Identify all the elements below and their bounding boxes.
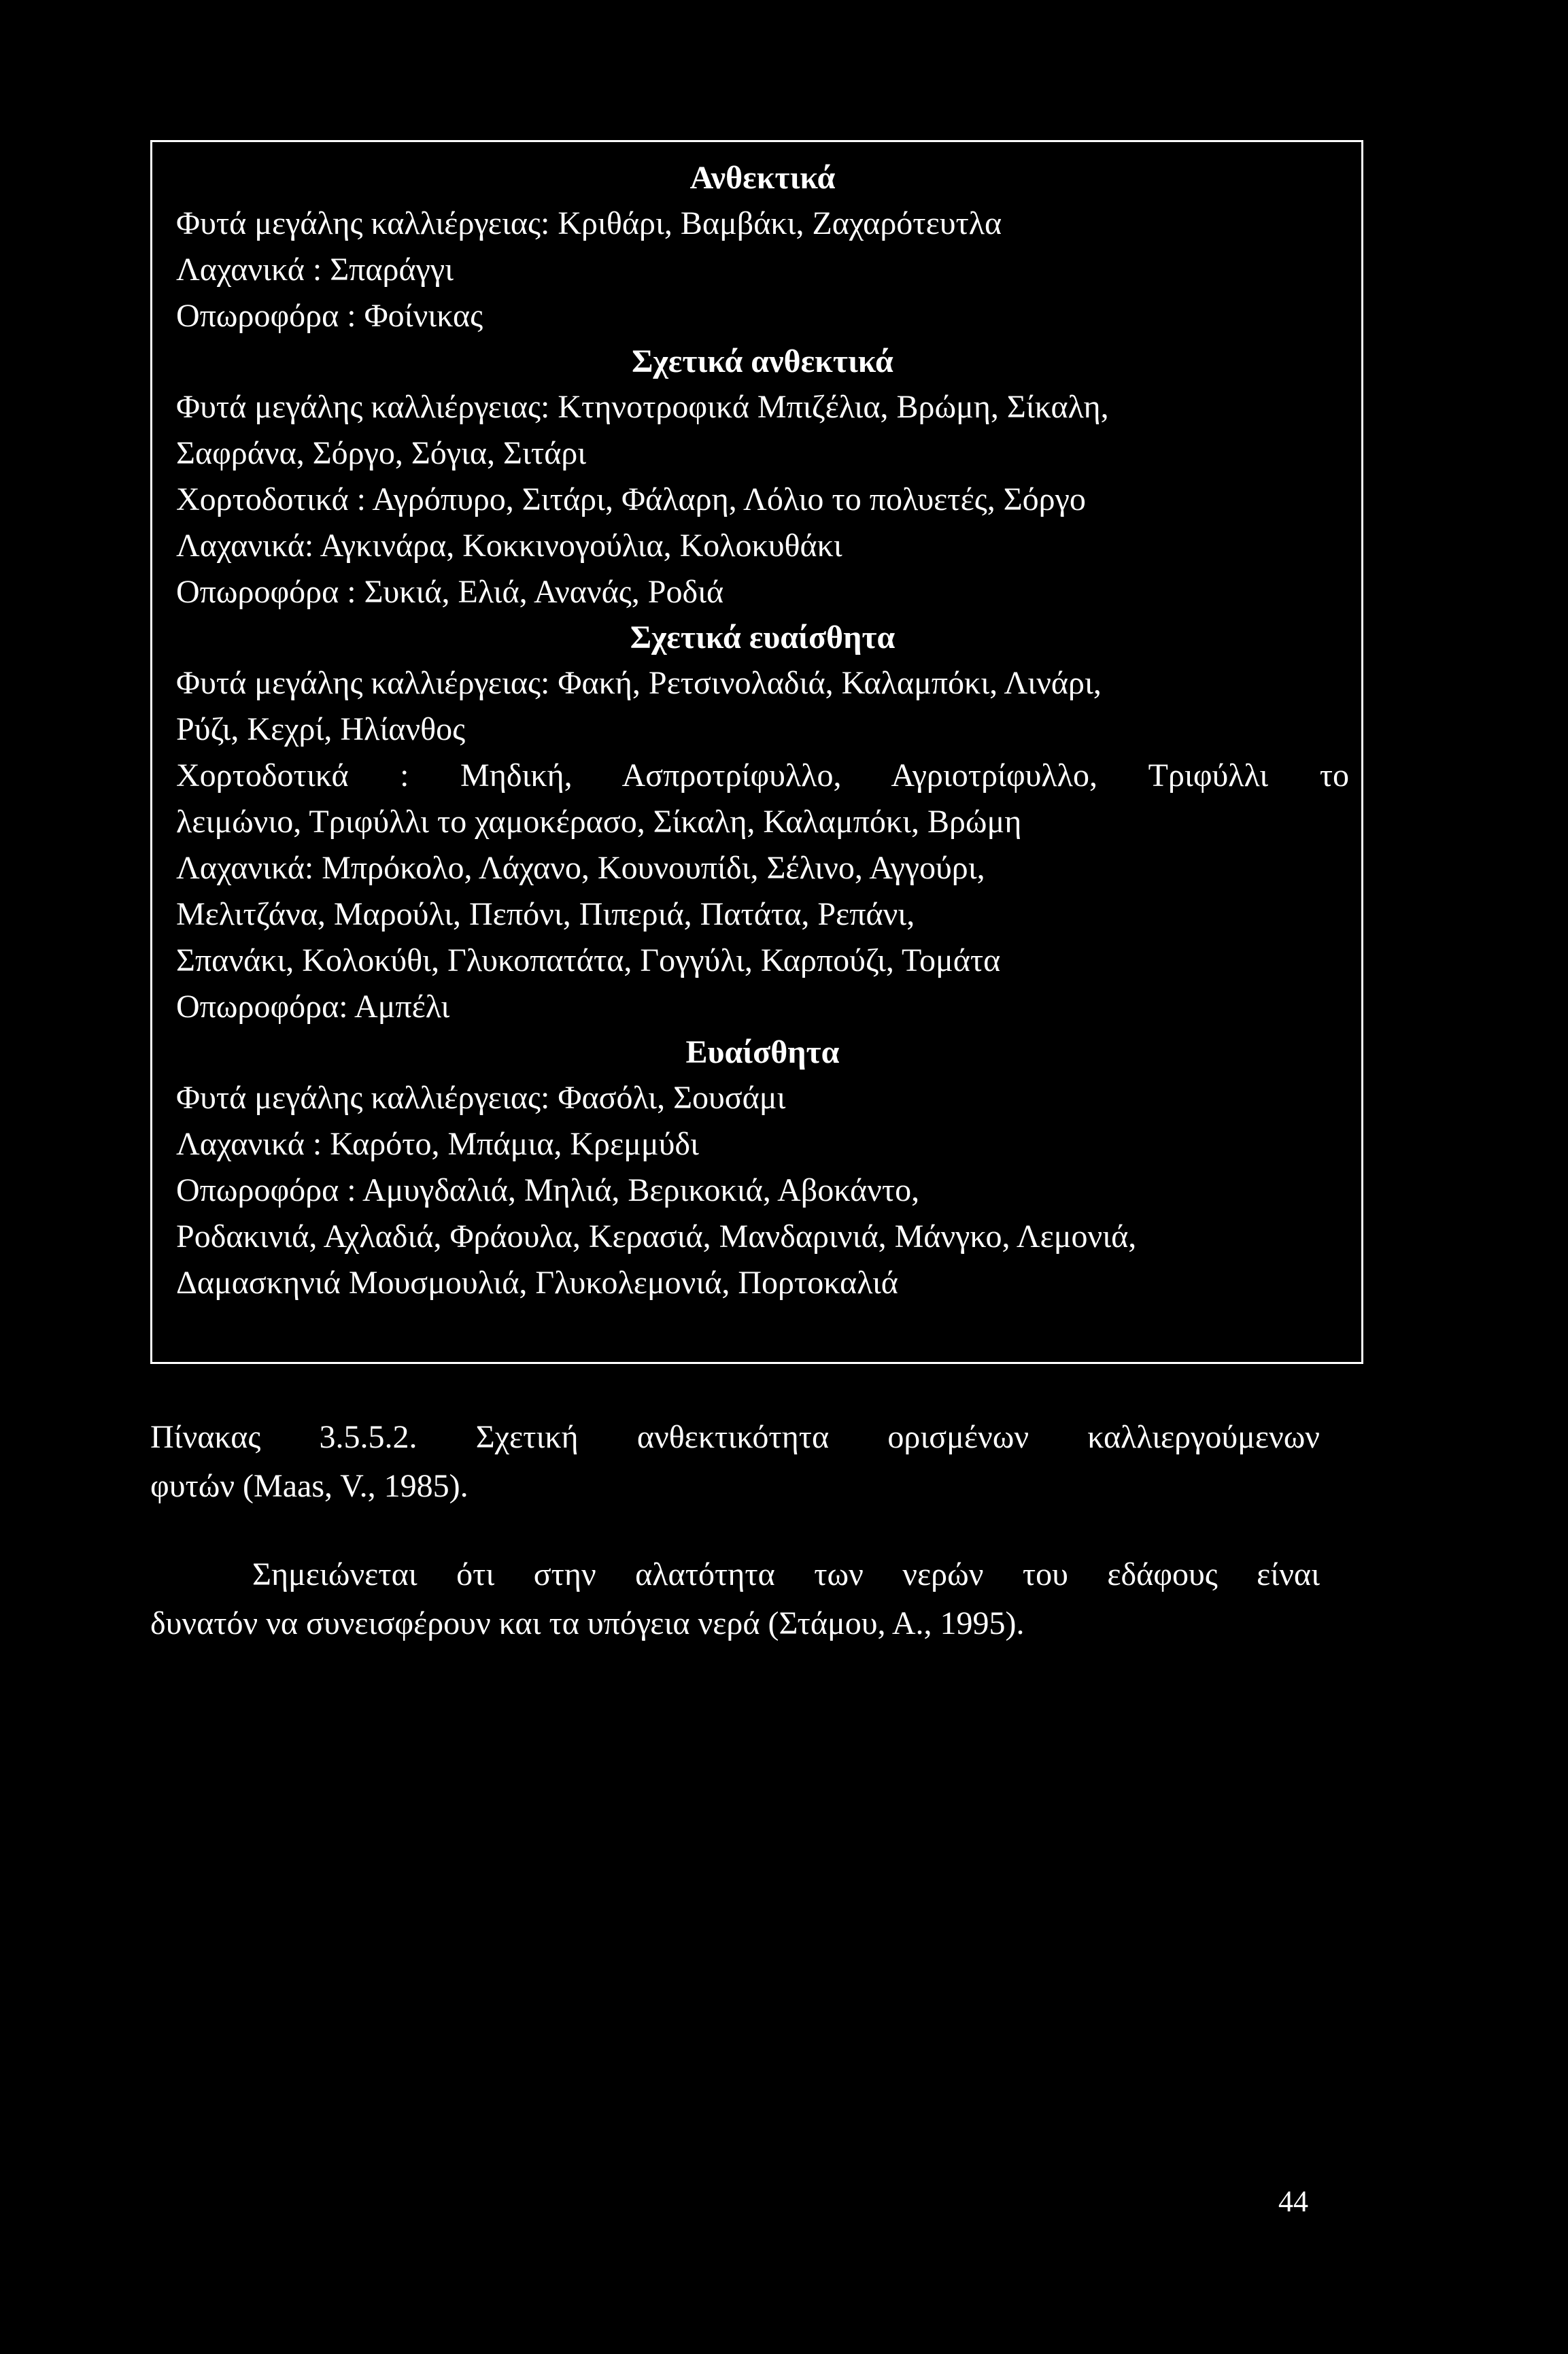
moderately-sensitive-line-vegetables-cont: Μελιτζάνα, Μαρούλι, Πεπόνι, Πιπεριά, Πατάτα, Ρεπάνι, — [176, 896, 915, 932]
heading-moderately-tolerant: Σχετικά ανθεκτικά — [632, 343, 893, 379]
sensitive-line-fruit-trees-cont: Ροδακινιά, Αχλαδιά, Φράουλα, Κερασιά, Μανδαρινιά, Μάνγκο, Λεμονιά, — [176, 1218, 1137, 1255]
sensitive-line-field-crops: Φυτά μεγάλης καλλιέργειας: Φασόλι, Σουσάμι — [176, 1080, 786, 1116]
heading-sensitive: Ευαίσθητα — [685, 1034, 840, 1070]
moderately-tolerant-line-forage: Χορτοδοτικά : Αγρόπυρο, Σιτάρι, Φάλαρη, Λόλιο το πολυετές, Σόργο — [176, 481, 1086, 517]
sensitive-line-fruit-trees: Οπωροφόρα : Αμυγδαλιά, Μηλιά, Βερικοκιά, Αβοκάντο, — [176, 1172, 920, 1208]
caption-line-1: Πίνακας 3.5.5.2. Σχετική ανθεκτικότητα ορισμένων καλλιεργούμενων — [150, 1419, 1320, 1455]
moderately-sensitive-line-vegetables: Λαχανικά: Μπρόκολο, Λάχανο, Κουνουπίδι, Σέλινο, Αγγούρι, — [176, 850, 985, 886]
page-number: 44 — [1278, 2185, 1308, 2218]
heading-moderately-sensitive: Σχετικά ευαίσθητα — [630, 619, 896, 655]
moderately-tolerant-line-field-crops: Φυτά μεγάλης καλλιέργειας: Κτηνοτροφικά Μπιζέλια, Βρώμη, Σίκαλη, — [176, 389, 1109, 425]
table-caption — [150, 1413, 1320, 1511]
note-line-2: δυνατόν να συνεισφέρουν και τα υπόγεια νερά (Στάμου, Α., 1995). — [150, 1605, 1025, 1641]
tolerant-line-vegetables: Λαχανικά : Σπαράγγι — [176, 252, 454, 288]
moderately-sensitive-line-forage: Χορτοδοτικά : Μηδική, Ασπροτρίφυλλο, Αγριοτρίφυλλο, Τριφύλλι το — [176, 757, 1349, 794]
sensitive-line-fruit-trees-cont2: Δαμασκηνιά Μουσμουλιά, Γλυκολεμονιά, Πορτοκαλιά — [176, 1265, 898, 1301]
moderately-sensitive-line-field-crops: Φυτά μεγάλης καλλιέργειας: Φακή, Ρετσινολαδιά, Καλαμπόκι, Λινάρι, — [176, 665, 1102, 701]
table-content — [176, 156, 1349, 1306]
tolerant-line-field-crops: Φυτά μεγάλης καλλιέργειας: Κριθάρι, Βαμβάκι, Ζαχαρότευτλα — [176, 205, 1002, 241]
moderately-sensitive-line-vegetables-cont2: Σπανάκι, Κολοκύθι, Γλυκοπατάτα, Γογγύλι, Καρπούζι, Τομάτα — [176, 942, 1001, 978]
moderately-tolerant-line-field-crops-cont: Σαφράνα, Σόργο, Σόγια, Σιτάρι — [176, 435, 587, 471]
note-line-1: Σημειώνεται ότι στην αλατότητα των νερών του εδάφους είναι — [252, 1556, 1320, 1592]
groundwater-note — [150, 1550, 1320, 1648]
caption-line-2: φυτών (Maas, V., 1985). — [150, 1468, 468, 1504]
heading-tolerant: Ανθεκτικά — [689, 160, 836, 196]
moderately-sensitive-line-field-crops-cont: Ρύζι, Κεχρί, Ηλίανθος — [176, 711, 466, 747]
sensitive-line-vegetables: Λαχανικά : Καρότο, Μπάμια, Κρεμμύδι — [176, 1126, 699, 1162]
moderately-tolerant-line-fruit-trees: Οπωροφόρα : Συκιά, Ελιά, Ανανάς, Ροδιά — [176, 574, 724, 610]
tolerant-line-fruit-trees: Οπωροφόρα : Φοίνικας — [176, 298, 483, 334]
moderately-sensitive-line-fruit-trees: Οπωροφόρα: Αμπέλι — [176, 989, 450, 1025]
moderately-sensitive-line-forage-cont: λειμώνιο, Τριφύλλι το χαμοκέρασο, Σίκαλη, Καλαμπόκι, Βρώμη — [176, 804, 1022, 840]
salt-tolerance-table — [150, 140, 1363, 1364]
moderately-tolerant-line-vegetables: Λαχανικά: Αγκινάρα, Κοκκινογούλια, Κολοκυθάκι — [176, 528, 842, 564]
